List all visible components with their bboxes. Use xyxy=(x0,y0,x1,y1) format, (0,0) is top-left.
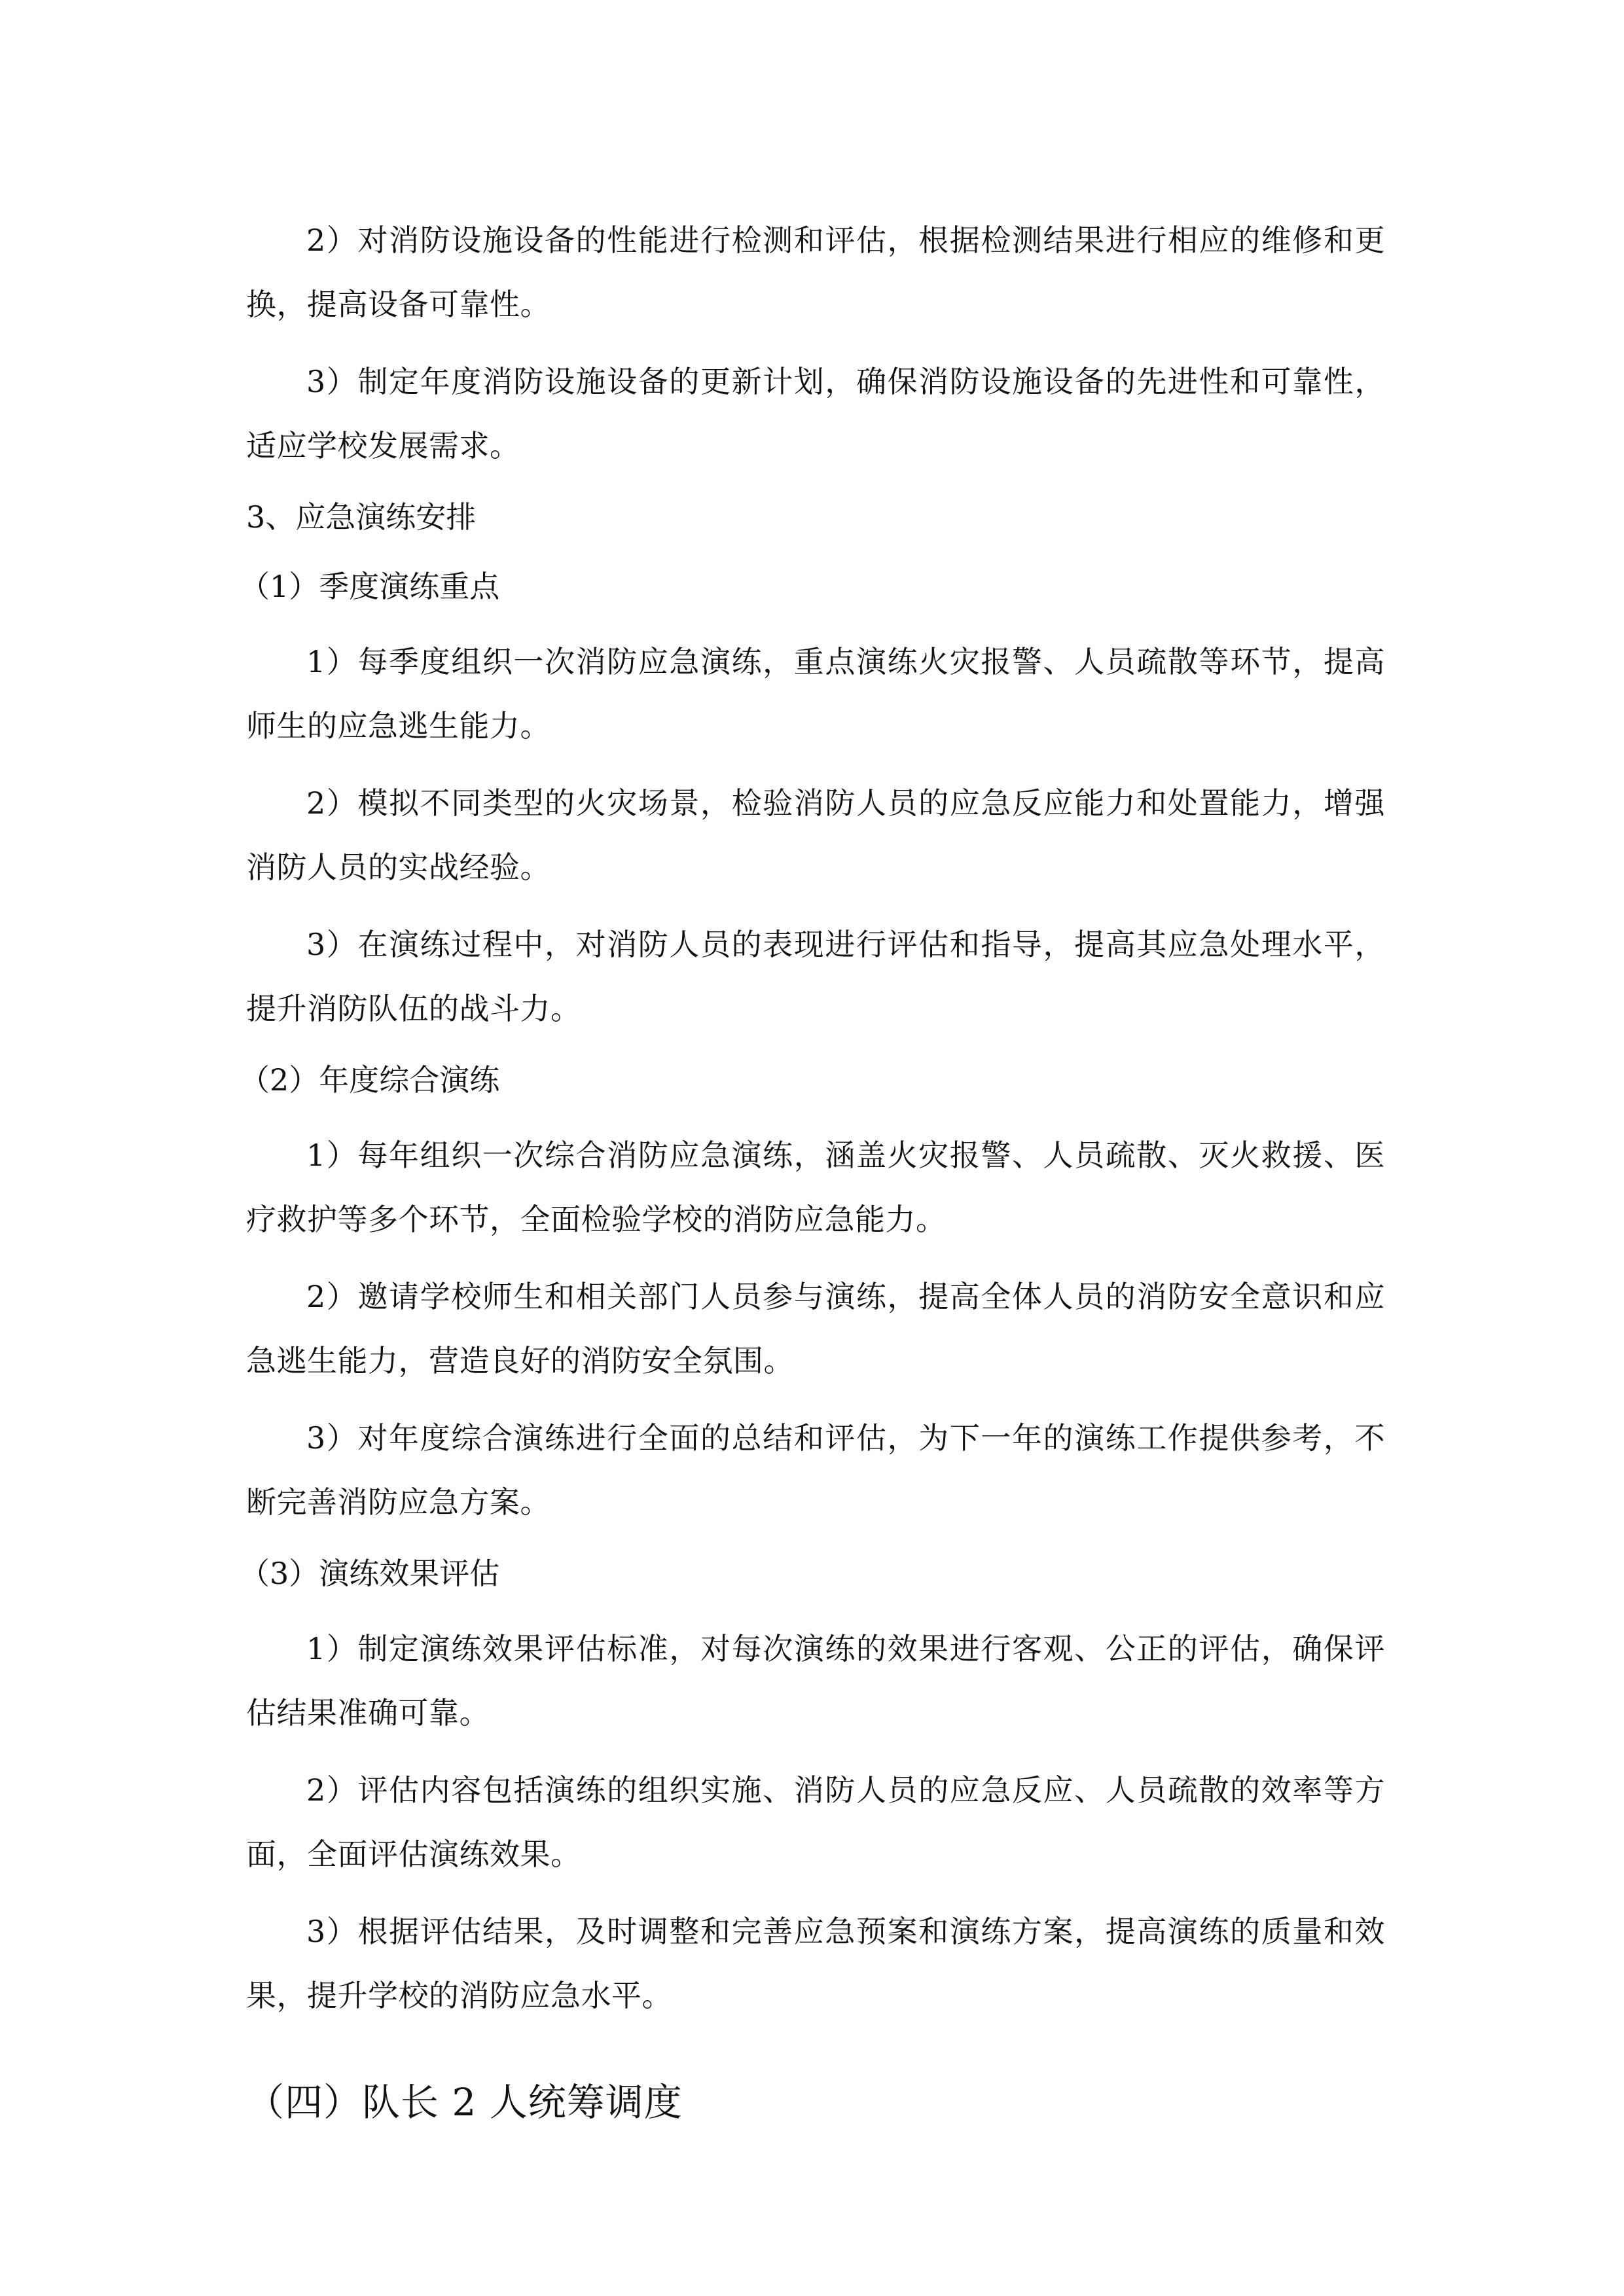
paragraph-quarterly-item-2: 2）模拟不同类型的火灾场景，检验消防人员的应急反应能力和处置能力，增强消防人员的实战经验。 xyxy=(246,785,1385,885)
subheading-drill-evaluation: （3）演练效果评估 xyxy=(240,1556,500,1591)
paragraph-evaluation-item-3: 3）根据评估结果，及时调整和完善应急预案和演练方案，提高演练的质量和效果，提升学校的消防应急水平。 xyxy=(246,1914,1385,2013)
paragraph-evaluation-item-1: 1）制定演练效果评估标准，对每次演练的效果进行客观、公正的评估，确保评估结果准确可靠。 xyxy=(246,1631,1385,1731)
section-heading-drill-arrangement: 3、应急演练安排 xyxy=(246,499,477,535)
paragraph-facility-item-3: 3）制定年度消防设施设备的更新计划，确保消防设施设备的先进性和可靠性，适应学校发展需求。 xyxy=(246,364,1385,463)
subheading-annual-drill: （2）年度综合演练 xyxy=(240,1062,500,1098)
document-body xyxy=(240,208,1385,2135)
paragraph-annual-item-3: 3）对年度综合演练进行全面的总结和评估，为下一年的演练工作提供参考，不断完善消防应急方案。 xyxy=(246,1420,1385,1520)
subheading-quarterly-drill: （1）季度演练重点 xyxy=(240,569,500,604)
section-heading-captains: （四）队长 2 人统筹调度 xyxy=(246,2080,683,2125)
paragraph-quarterly-item-3: 3）在演练过程中，对消防人员的表现进行评估和指导，提高其应急处理水平，提升消防队伍的战斗力。 xyxy=(246,927,1385,1026)
paragraph-annual-item-2: 2）邀请学校师生和相关部门人员参与演练，提高全体人员的消防安全意识和应急逃生能力，营造良好的消防安全氛围。 xyxy=(246,1279,1385,1378)
paragraph-quarterly-item-1: 1）每季度组织一次消防应急演练，重点演练火灾报警、人员疏散等环节，提高师生的应急逃生能力。 xyxy=(246,644,1385,744)
paragraph-evaluation-item-2: 2）评估内容包括演练的组织实施、消防人员的应急反应、人员疏散的效率等方面，全面评估演练效果。 xyxy=(246,1772,1385,1872)
paragraph-facility-item-2: 2）对消防设施设备的性能进行检测和评估，根据检测结果进行相应的维修和更换，提高设备可靠性。 xyxy=(246,223,1385,322)
paragraph-annual-item-1: 1）每年组织一次综合消防应急演练，涵盖火灾报警、人员疏散、灭火救援、医疗救护等多个环节，全面检验学校的消防应急能力。 xyxy=(246,1138,1385,1237)
